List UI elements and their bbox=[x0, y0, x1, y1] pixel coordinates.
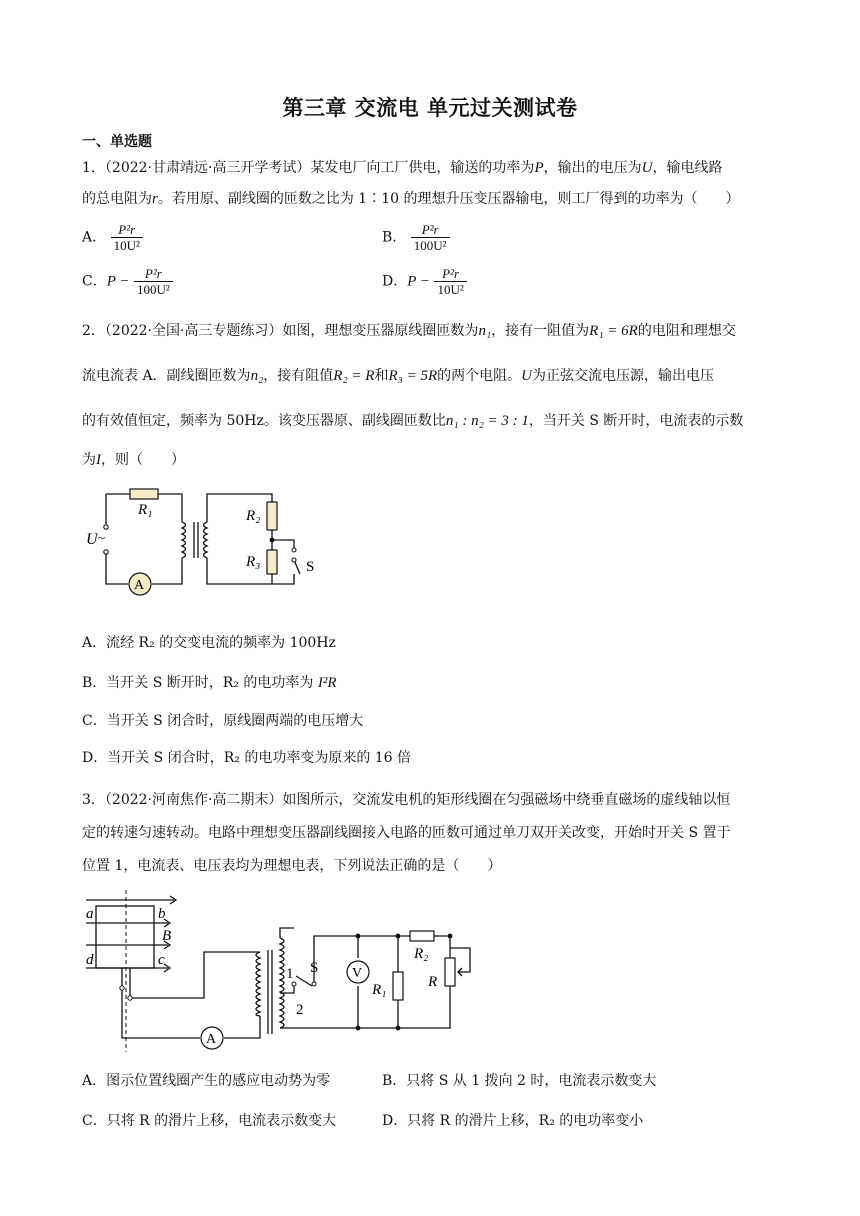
r1-label: R₁ bbox=[138, 502, 153, 518]
q3-line-3: 位置 1，电流表、电压表均为理想电表，下列说法正确的是（ ） bbox=[82, 858, 502, 874]
r3-label: R₃ bbox=[246, 554, 261, 570]
page-title: 第三章 交流电 单元过关测试卷 bbox=[282, 96, 578, 120]
ammeter-label: A bbox=[206, 1032, 217, 1047]
q2-line-3: 的有效值恒定，频率为 50Hz。该变压器原、副线圈匝数比n₁ : n₂ = 3 : 1，当开关 S 断开时，电流表的示数 bbox=[82, 413, 744, 429]
resistor-r2 bbox=[267, 502, 277, 530]
label-a: a bbox=[86, 906, 94, 922]
q3-line-1: 3．（2022·河南焦作·高二期末）如图所示，交流发电机的矩形线圈在匀强磁场中绕垂直磁场的虚线轴以恒 bbox=[82, 792, 731, 808]
q3-option-d: D．只将 R 的滑片上移，R₂ 的电功率变小 bbox=[382, 1113, 644, 1129]
resistor-r1 bbox=[393, 972, 403, 1000]
ammeter-label: A bbox=[134, 578, 145, 593]
q1-line-2: 的总电阻为r。若用原、副线圈的匝数之比为 1∶10 的理想升压变压器输电，则工厂得到的功率为（ ） bbox=[82, 191, 740, 207]
q3-option-c: C．只将 R 的滑片上移，电流表示数变大 bbox=[82, 1113, 337, 1129]
source-label: U bbox=[86, 531, 98, 548]
r2-label: R₂ bbox=[414, 946, 429, 962]
q1-line-1: 1．（2022·甘肃靖远·高三开学考试）某发电厂向工厂供电，输送的功率为P，输出的电压为U，输电线路 bbox=[82, 160, 723, 176]
q2-option-c: C．当开关 S 闭合时，原线圈两端的电压增大 bbox=[82, 713, 364, 729]
switch-label: S bbox=[306, 559, 315, 575]
ac-symbol: ~ bbox=[98, 530, 106, 545]
r1-label: R₁ bbox=[372, 982, 387, 998]
q3-option-a: A．图示位置线圈产生的感应电动势为零 bbox=[82, 1073, 331, 1089]
q2-option-a: A．流经 R₂ 的交变电流的频率为 100Hz bbox=[82, 635, 336, 651]
q1-option-b: B． $\frac{\text{P²r}}{\text{100U²}}$ bbox=[382, 222, 450, 253]
q1-option-a: A． $\frac{\text{P²r}}{\text{10U²}}$ bbox=[82, 222, 143, 253]
q2-line-1: 2．（2022·全国·高三专题练习）如图，理想变压器原线圈匝数为n₁，接有一阻值为R₁ = 6R的电阻和理想交 bbox=[82, 323, 736, 339]
q2-option-b: B．当开关 S 断开时，R₂ 的电功率为 I²R bbox=[82, 675, 337, 691]
q2-circuit-figure bbox=[82, 482, 332, 606]
q3-circuit-figure bbox=[82, 888, 482, 1056]
label-d: d bbox=[86, 952, 94, 968]
switch-position-2: 2 bbox=[296, 1002, 304, 1018]
resistor-r3 bbox=[267, 550, 277, 574]
label-b: b bbox=[158, 906, 166, 922]
r2-label: R₂ bbox=[246, 508, 261, 524]
label-c: c bbox=[158, 952, 165, 968]
r-label: R bbox=[428, 974, 438, 990]
q3-option-b: B．只将 S 从 1 拨向 2 时，电流表示数变大 bbox=[382, 1073, 657, 1089]
resistor-r1 bbox=[130, 489, 158, 499]
q1-option-c: C．P − $\frac{\text{P²r}}{\text{100U²}}$ bbox=[82, 266, 173, 297]
q2-option-d: D．当开关 S 闭合时，R₂ 的电功率变为原来的 16 倍 bbox=[82, 750, 412, 766]
q2-line-4: 为I，则（ ） bbox=[82, 452, 185, 468]
switch-label: S bbox=[310, 960, 319, 976]
rheostat-r bbox=[445, 958, 455, 986]
switch-position-1: 1 bbox=[286, 966, 294, 982]
q3-line-2: 定的转速匀速转动。电路中理想变压器副线圈接入电路的匝数可通过单刀双开关改变，开始时开关 S 置于 bbox=[82, 825, 731, 841]
label-field-b: B bbox=[162, 928, 172, 944]
q2-line-2: 流电流表 A．副线圈匝数为n₂，接有阻值R₂ = R和R₃ = 5R的两个电阻。U为正弦交流电压源，输出电压 bbox=[82, 368, 714, 384]
q1-option-d: D．P − $\frac{\text{P²r}}{\text{10U²}}$ bbox=[382, 266, 467, 297]
section-heading: 一、单选题 bbox=[82, 134, 152, 150]
voltmeter-label: V bbox=[352, 966, 363, 981]
resistor-r2 bbox=[410, 931, 434, 941]
